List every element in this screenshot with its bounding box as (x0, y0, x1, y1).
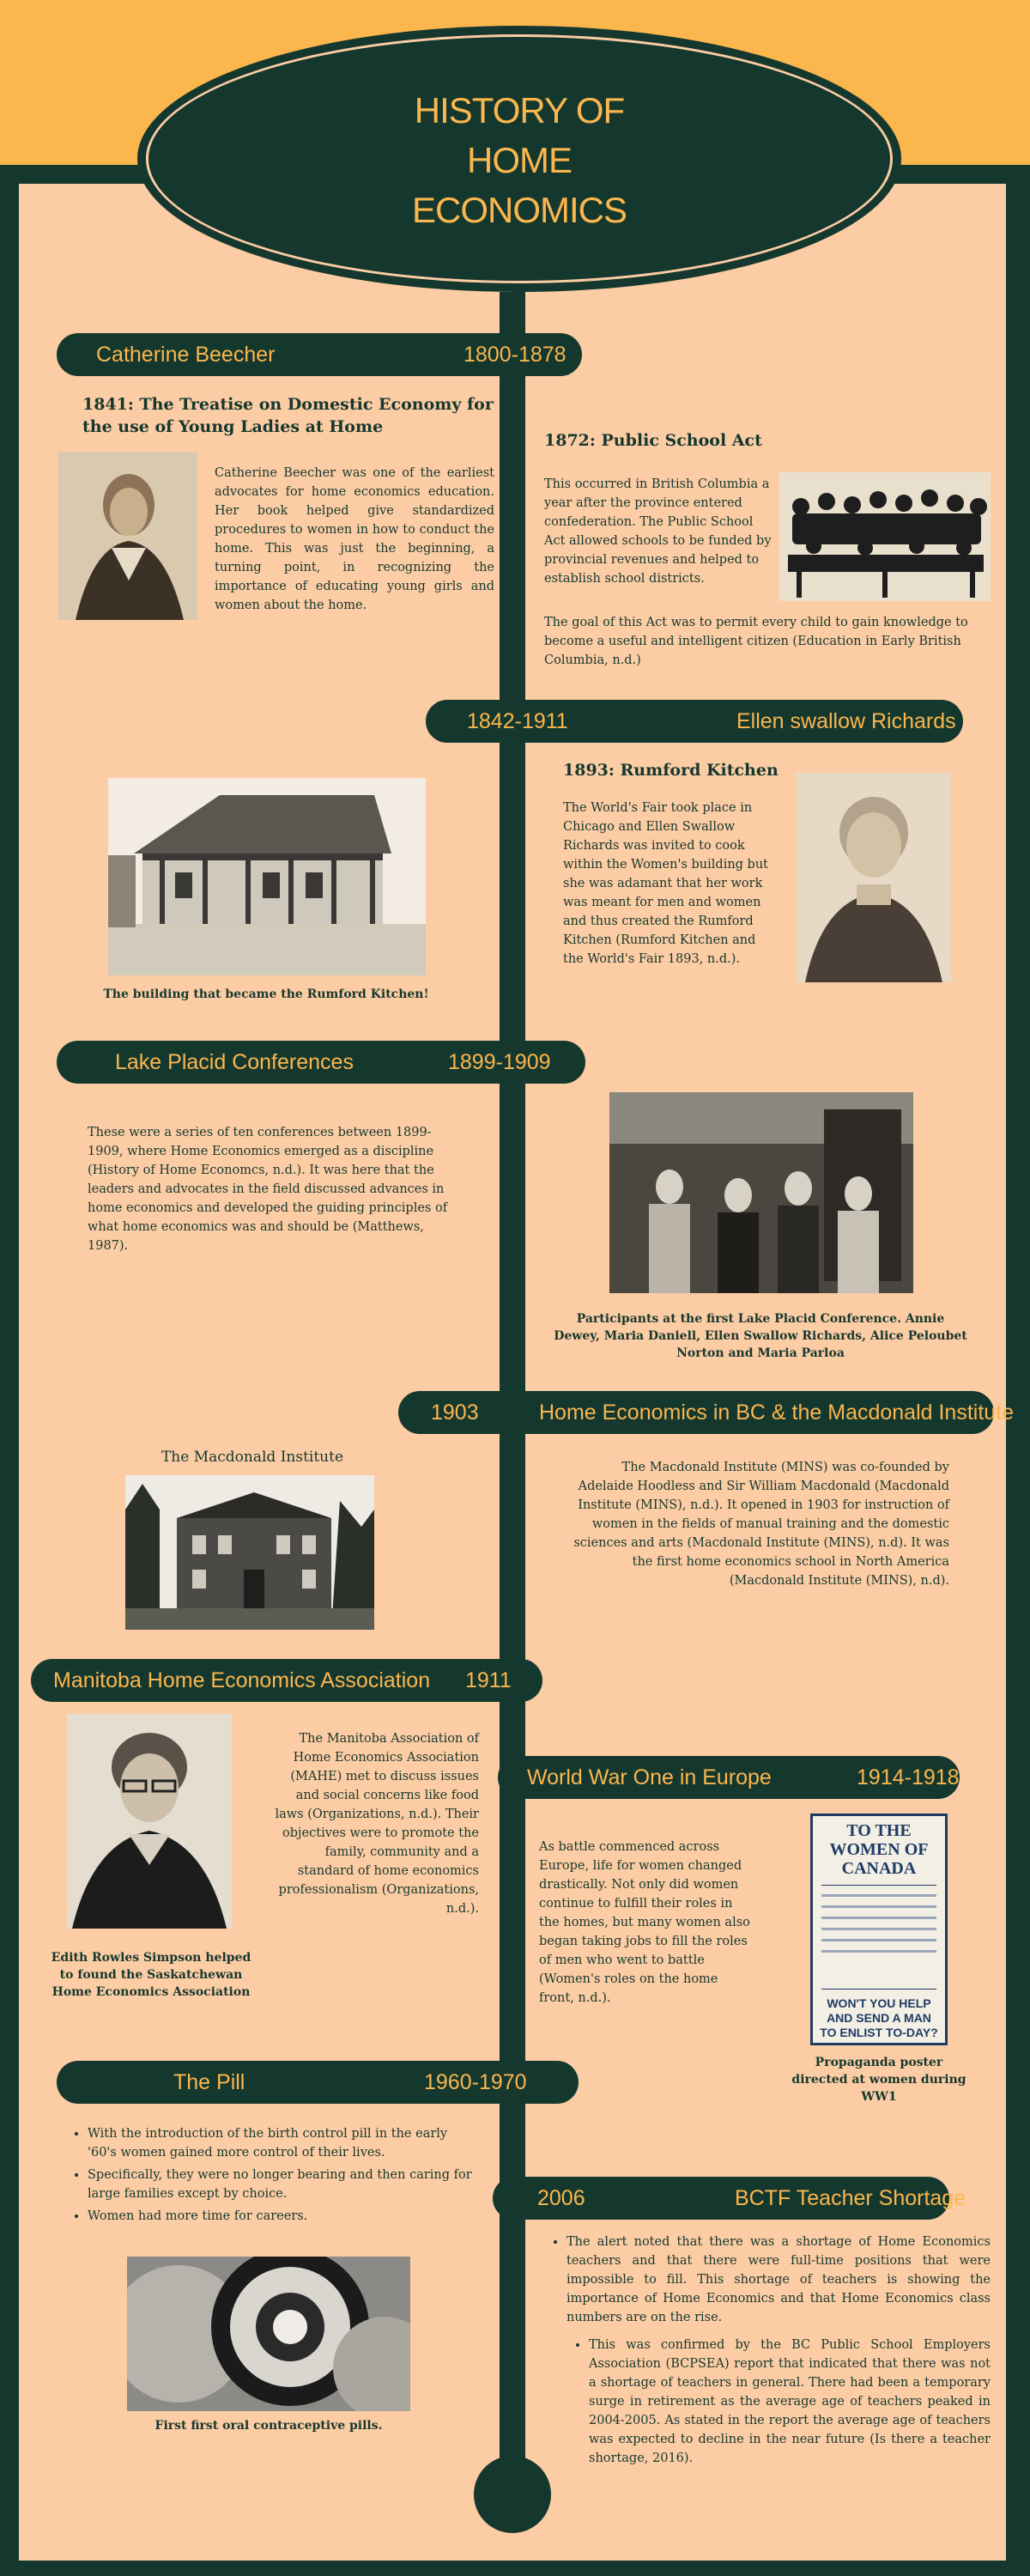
title-line: HISTORY OF (414, 90, 625, 131)
rumford-kitchen-building-photo (108, 778, 426, 975)
bctf-bullet-list (544, 2233, 991, 2471)
catherine-beecher-portrait (58, 452, 197, 620)
years-label: 1914-1918 (857, 1765, 960, 1789)
timeline-bar-ww1 (498, 1756, 960, 1799)
list-item: • Specifically, they were no longer bearing and then caring for large families except by choice. (88, 2166, 474, 2203)
section-body: This occurred in British Columbia a year after the province entered confederation. The Public School Act allowed schools to be funded by provincial revenues and helped to establish school districts. (544, 477, 772, 586)
section-body: As battle commenced across Europe, life for women changed drastically. Not only did women continue to fulfill their roles in the homes, but many women also began taking jobs to fill the roles of men who went to battle (Women's roles on the home front, n.d.). (539, 1840, 750, 2005)
person-name: Catherine Beecher (96, 343, 276, 367)
poster-footer: WON'T YOU HELP AND SEND A MAN TO ENLIST TO-DAY? (820, 1996, 938, 2039)
edith-rowles-simpson-portrait (67, 1714, 232, 1929)
year-label: 1911 (465, 1668, 512, 1692)
years-label: 1960-1970 (424, 2070, 527, 2094)
classroom-photo (779, 472, 991, 601)
event-name: World War One in Europe (527, 1765, 772, 1789)
timeline-bar-the-pill (57, 2061, 579, 2104)
photo-caption: Edith Rowles Simpson helped to found the Saskatchewan Home Economics Association (51, 1951, 251, 1999)
pill-bullet-list (70, 2124, 474, 2229)
timeline-bar-lake-placid (57, 1041, 585, 1084)
photo-caption: Participants at the first Lake Placid Conference. Annie Dewey, Maria Daniell, Ellen Swallow Richards, Alice Peloubet Norton and Maria Parloa (554, 1312, 967, 1360)
ellen-richards-portrait (797, 773, 951, 982)
year-label: 1903 (431, 1400, 479, 1425)
section-body: Catherine Beecher was one of the earliest advocates for home economics education. Her book helped give standardized procedures to women in how to conduct the home. This was just the beginning, a turning point, in recognizing the importance of educating young girls and women about the home. (215, 466, 494, 612)
event-name: The Pill (173, 2070, 245, 2094)
list-item: • This was confirmed by the BC Public School Employers Association (BCPSEA) report that indicated that there was not a shortage of teachers in general. There had been a temporary surge in retirement as the average age of teachers peaked in 2004-2005. As stated in the report the average age of teachers was expected to decline in the near future (Is there a teacher shortage, 2016). (589, 2336, 991, 2468)
title-line: HOME (467, 140, 572, 180)
timeline-bar-manitoba (31, 1659, 542, 1702)
list-item: • With the introduction of the birth control pill in the early '60's women gained more control of their lives. (88, 2124, 474, 2162)
section-body: The goal of this Act was to permit every child to gain knowledge to become a useful and intelligent citizen (Education in Early British Columbia, n.d.) (544, 616, 968, 667)
section-body: These were a series of ten conferences between 1899-1909, where Home Economics emerged as a discipline (History of Home Economcs, n.d.). It was here that the leaders and advocates in the field discussed advances in home economics and developed the guiding principles of what home economics was and should be (Matthews, 1987). (88, 1126, 448, 1253)
event-name: Lake Placid Conferences (115, 1050, 354, 1074)
macdonald-institute-photo (125, 1475, 374, 1630)
photo-title: The Macdonald Institute (161, 1449, 344, 1466)
section-body: The World's Fair took place in Chicago and Ellen Swallow Richards was invited to cook within the Women's building but she was adamant that her work was meant for men and women and thus created the Rumford Kitchen (Rumford Kitchen and the World's Fair 1893, n.d.). (563, 801, 769, 966)
year-label: 2006 (537, 2186, 585, 2210)
section-body: The Manitoba Association of Home Economics Association (MAHE) met to discuss issues and social concerns like food laws (Organizations, n.d.). Their objectives were to promote the family, community and a standard of home economics professionalism (Organizations, n.d.). (275, 1732, 479, 1916)
timeline-end-circle (474, 2456, 551, 2533)
photo-caption: Propaganda poster directed at women during WW1 (791, 2056, 966, 2104)
ww1-propaganda-poster (810, 1814, 948, 2045)
event-name: Manitoba Home Economics Association (53, 1668, 431, 1692)
poster-text-block (821, 1885, 936, 1990)
title-line: ECONOMICS (411, 190, 627, 230)
years-label: 1842-1911 (467, 709, 568, 733)
photo-caption: First first oral contraceptive pills. (154, 2419, 383, 2433)
years-label: 1800-1878 (464, 343, 566, 367)
timeline-bar-macdonald (398, 1391, 1015, 1434)
contraceptive-pill-dispenser-photo (127, 2257, 410, 2411)
years-label: 1899-1909 (448, 1050, 551, 1074)
section-subheading: 1872: Public School Act (544, 431, 762, 450)
section-body: The Macdonald Institute (MINS) was co-founded by Adelaide Hoodless and Sir William Macdonald (Macdonald Institute (MINS), n.d.). It opened in 1903 for instruction of women in the fields of manual training and the domestic sciences and arts (Macdonald Institute (MINS), n.d). It was the first home economics school in North America (Macdonald Institute (MINS), n.d). (573, 1461, 949, 1588)
event-name: BCTF Teacher Shortage (735, 2186, 966, 2210)
timeline-bar-bctf (493, 2177, 966, 2220)
event-name: Home Economics in BC & the Macdonald Institute (539, 1400, 1015, 1425)
section-subheading: 1841: The Treatise on Domestic Economy for the use of Young Ladies at Home (82, 395, 494, 436)
poster-title: TO THE WOMEN OF CANADA (829, 1821, 929, 1878)
timeline-bar-richards (426, 700, 963, 743)
section-subheading: 1893: Rumford Kitchen (563, 761, 779, 780)
list-item: • Women had more time for careers. (88, 2207, 474, 2226)
timeline-bar-beecher (57, 333, 582, 376)
page-title (258, 86, 781, 235)
list-item: • The alert noted that there was a shortage of Home Economics teachers and that there were full-time positions that were impossible to fill. This shortage of teachers is showing the importance of Home Economics and that Home Economics class numbers are on the rise. (566, 2233, 991, 2327)
person-name: Ellen swallow Richards (736, 709, 956, 733)
lake-placid-participants-photo (609, 1092, 913, 1293)
photo-caption: The building that became the Rumford Kitchen! (103, 987, 429, 1001)
timeline-spine (500, 292, 525, 2473)
